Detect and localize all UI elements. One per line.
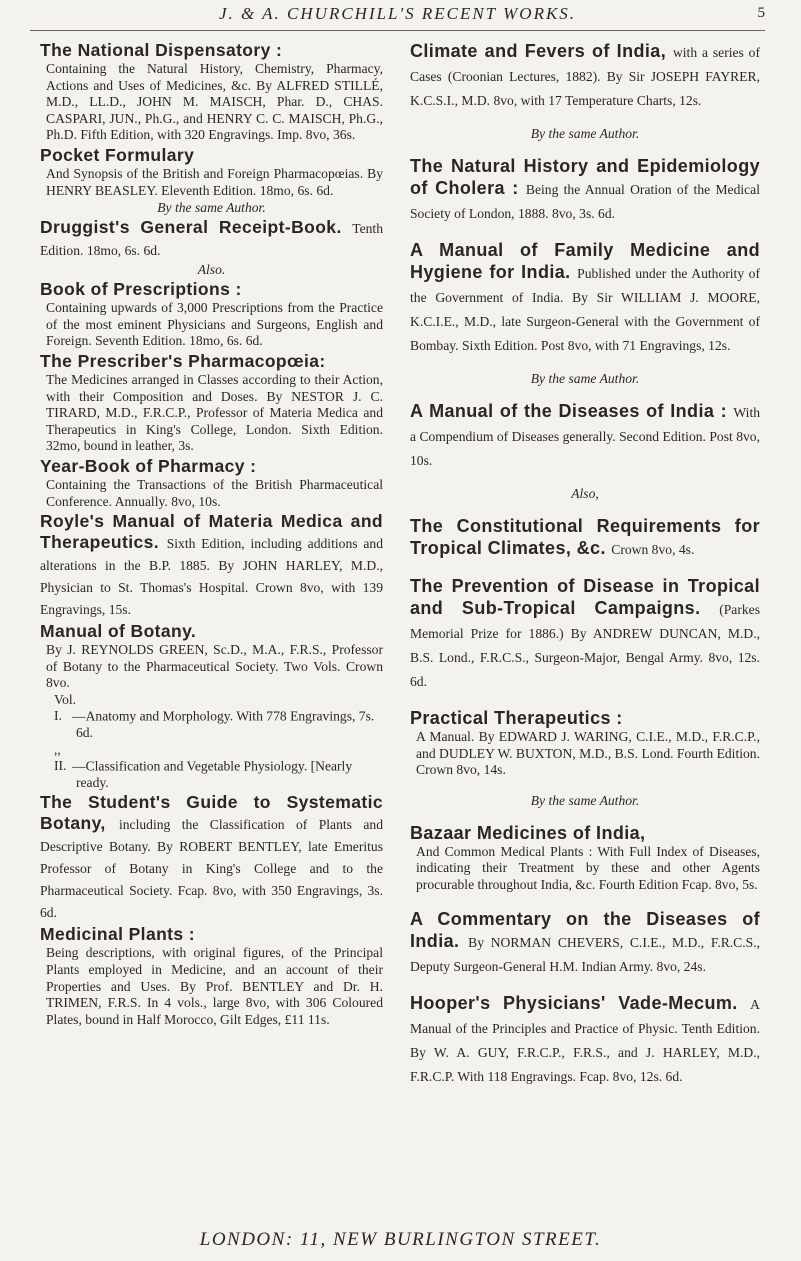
book-entry <box>40 792 383 923</box>
byline: Also, <box>571 486 599 501</box>
book-entry <box>410 155 760 225</box>
book-title <box>40 145 383 166</box>
book-title-text: A Manual of Family Medicine and Hygiene for India. <box>410 240 760 282</box>
book-title <box>40 924 383 945</box>
book-description: Containing the Natural History, Chemistry, Pharmacy, Actions and Uses of Medicines, &c. By ALFRED STILLÉ, M.D., LL.D., JOHN M. MAISCH, Phar. D., CHAS. CASPARI, JUN., Ph.G., and HENRY C. C. MAISCH, Ph.G., Ph.D. Fifth Edition, with 320 Engravings. Imp. 8vo, 36s. <box>46 61 383 143</box>
book-entry <box>40 621 383 791</box>
byline: Also. <box>197 262 226 278</box>
book-description: And Synopsis of the British and Foreign Pharmacopœias. By HENRY BEASLEY. Eleventh Edition. 18mo, 6s. 6d. <box>46 165 383 198</box>
book-entry <box>410 239 760 357</box>
book-description: Containing upwards of 3,000 Prescriptions from the Practice of the most eminent Physicians and Surgeons, English and Foreign. Seventh Edition. 18mo, 6s. 6d. <box>46 300 383 349</box>
left-column <box>40 40 383 1029</box>
book-title-text: Druggist's General Receipt-Book. <box>40 217 342 238</box>
book-title <box>410 155 760 225</box>
book-entry <box>410 707 760 779</box>
publisher-address-footer: LONDON: 11, NEW BURLINGTON STREET. <box>199 1229 602 1250</box>
book-title <box>40 217 383 261</box>
book-title <box>410 40 760 112</box>
book-description: And Common Medical Plants : With Full Index of Diseases, indicating their Treatment by these and other Agents procurable throughout India, &c. Fourth Edition Fcap. 8vo, 5s. <box>416 843 760 892</box>
book-title <box>410 707 760 729</box>
volume-text: —Anatomy and Morphology. With 778 Engravings, 7s. 6d. <box>72 708 375 741</box>
book-title-text: Medicinal Plants : <box>40 924 196 945</box>
book-title-text: A Commentary on the Diseases of India. <box>410 908 760 951</box>
book-entry <box>40 924 383 1028</box>
book-entry <box>410 822 760 894</box>
book-title-text: Manual of Botany. <box>40 621 197 642</box>
book-title-text: The Natural History and Epidemiology of Cholera : <box>410 156 760 198</box>
book-description: The Medicines arranged in Classes according to their Action, with their Composition and Doses. By NESTOR J. C. TIRARD, M.D., F.R.C.P., Professor of Materia Medica and Therapeutics in King's College, London. Sixth Edition. 32mo, bound in leather, 3s. <box>46 371 383 454</box>
right-column <box>410 40 760 1102</box>
volume-text: —Classification and Vegetable Physiology. [Nearly ready. <box>72 758 353 790</box>
running-head-title: J. & A. CHURCHILL'S RECENT WORKS. <box>218 4 577 23</box>
book-title <box>410 239 760 357</box>
book-description: Crown 8vo, 4s. <box>611 542 695 557</box>
volume-item <box>54 742 383 792</box>
book-title-text: Hooper's Physicians' Vade-Mecum. <box>410 992 738 1013</box>
book-entry <box>40 217 383 261</box>
book-title <box>410 575 760 693</box>
book-entry <box>40 511 383 620</box>
book-entry <box>40 145 383 199</box>
book-title <box>410 400 760 472</box>
book-title-text: Pocket Formulary <box>40 144 195 165</box>
book-title-text: Book of Prescriptions : <box>40 279 242 300</box>
book-title-text: The Prevention of Disease in Tropical and Sub-Tropical Campaigns. <box>410 576 760 618</box>
byline: By the same Author. <box>530 792 640 808</box>
book-entry <box>410 515 760 561</box>
book-description: including the Classification of Plants and Descriptive Botany. By ROBERT BENTLEY, late Emeritus Professor of Botany in King's College and to the Pharmaceutical Society. Fcap. 8vo, with 350 Engravings, 3s. 6d. <box>40 817 383 921</box>
book-title <box>40 456 383 477</box>
book-title <box>410 515 760 561</box>
book-entry <box>410 575 760 693</box>
book-title <box>40 40 383 61</box>
book-title <box>40 279 383 300</box>
book-title-text: The Prescriber's Pharmacopœia: <box>40 350 326 371</box>
byline: By the same Author. <box>530 126 640 141</box>
book-entry <box>410 992 760 1088</box>
book-title-text: The Student's Guide to Systematic Botany, <box>40 792 383 834</box>
book-title <box>410 822 760 844</box>
book-entry <box>40 279 383 350</box>
running-head <box>30 4 765 31</box>
volume-list <box>40 692 383 792</box>
book-description: With a Compendium of Diseases generally. Second Edition. Post 8vo, 10s. <box>410 405 761 468</box>
book-description: A Manual of the Principles and Practice of Physic. Tenth Edition. By W. A. GUY, F.R.C.P., F.R.S., and J. HARLEY, M.D., F.R.C.P. With 118 Engravings. Fcap. 8vo, 12s. 6d. <box>410 996 760 1084</box>
book-title <box>410 908 760 978</box>
book-title-text: The Constitutional Requirements for Tropical Climates, &c. <box>410 516 760 558</box>
book-description: with a series of Cases (Croonian Lectures, 1882). By Sir JOSEPH FAYRER, K.C.S.I., M.D. 8vo, with 17 Temperature Charts, 12s. <box>410 45 760 108</box>
book-entry <box>40 456 383 510</box>
book-description: Being descriptions, with original figures, of the Principal Plants employed in Medicine, and an account of their Properties and Uses. By Prof. BENTLEY and Dr. H. TRIMEN, F.R.S. In 4 vols., large 8vo, with 306 Coloured Plates, bound in Half Morocco, Gilt Edges, £11 11s. <box>46 945 383 1027</box>
book-description: Published under the Authority of the Government of India. By Sir WILLIAM J. MOORE, K.C.I.E., M.D., late Surgeon-General with the Government of Bombay. Sixth Edition. Post 8vo, with 71 Engravings, 12s. <box>410 266 761 353</box>
book-title <box>40 621 383 642</box>
book-description: A Manual. By EDWARD J. WARING, C.I.E., M.D., F.R.C.P., and DUDLEY W. BUXTON, M.D., B.S. Lond. Fourth Edition. Crown 8vo, 14s. <box>416 729 761 778</box>
book-title-text: Royle's Manual of Materia Medica and Therapeutics. <box>40 511 383 553</box>
book-description: (Parkes Memorial Prize for 1886.) By ANDREW DUNCAN, M.D., B.S. Lond., F.R.C.S., Surgeon-Major, Bengal Army. 8vo, 12s. 6d. <box>410 602 760 689</box>
volume-label: ,, II. <box>54 741 67 774</box>
book-description: Being the Annual Oration of the Medical Society of London, 1888. 8vo, 3s. 6d. <box>410 182 760 221</box>
book-title-text: A Manual of the Diseases of India : <box>410 401 728 421</box>
page-number: 5 <box>757 5 765 21</box>
book-description: By J. REYNOLDS GREEN, Sc.D., M.A., F.R.S., Professor of Botany to the Pharmaceutical Society. Two Vols. Crown 8vo. <box>46 642 383 691</box>
volume-item <box>54 692 383 742</box>
book-title-text: Bazaar Medicines of India, <box>410 822 646 843</box>
book-entry <box>40 351 383 455</box>
book-entry <box>410 400 760 472</box>
book-title <box>40 511 383 620</box>
book-title <box>410 992 760 1088</box>
book-description: Tenth Edition. 18mo, 6s. 6d. <box>40 221 384 259</box>
book-title <box>40 792 383 923</box>
book-title-text: Year-Book of Pharmacy : <box>40 455 257 476</box>
book-title <box>40 351 383 372</box>
byline: By the same Author. <box>157 200 266 216</box>
book-entry <box>410 908 760 978</box>
book-title-text: Practical Therapeutics : <box>410 708 623 728</box>
book-title-text: The National Dispensatory : <box>40 40 283 60</box>
book-title-text: Climate and Fevers of India, <box>410 41 667 61</box>
byline: By the same Author. <box>530 371 640 386</box>
book-entry <box>40 40 383 144</box>
book-description: Containing the Transactions of the British Pharmaceutical Conference. Annually. 8vo, 10s. <box>46 476 383 509</box>
book-entry <box>410 40 760 112</box>
book-description: Sixth Edition, including additions and alterations in the B.P. 1885. By JOHN HARLEY, M.D., Physician to St. Thomas's Hospital. Crown 8vo, with 139 Engravings, 15s. <box>40 536 383 618</box>
book-description: By NORMAN CHEVERS, C.I.E., M.D., F.R.C.S., Deputy Surgeon-General H.M. Indian Army. 8vo, 24s. <box>410 934 761 974</box>
volume-label: Vol. I. <box>54 691 77 724</box>
